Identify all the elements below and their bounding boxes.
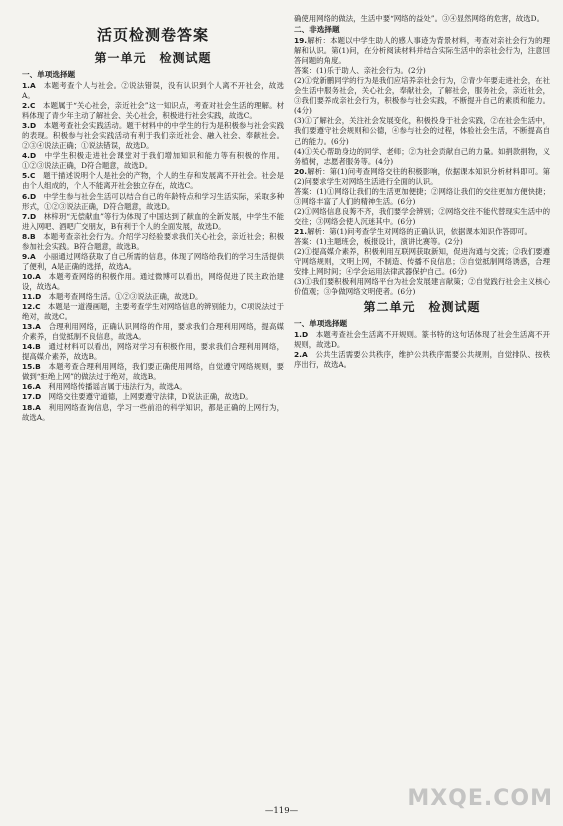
right-item bbox=[294, 330, 550, 350]
section-heading-3: 一、单项选择题 bbox=[294, 319, 348, 329]
left-item bbox=[22, 121, 284, 151]
answer-number: 13.A bbox=[22, 322, 41, 332]
continued-text: 确使用网络的做法，生活中要“网络的益处”。③④显然网络的危害，故选D。 bbox=[294, 14, 544, 23]
left-item bbox=[22, 171, 284, 191]
right-item bbox=[294, 350, 550, 370]
answer-text: 中学生积极走进社会课堂对于我们增加知识和能力等有积极的作用。①②③说法正确，D符合题意，故选D。 bbox=[22, 151, 284, 171]
answer-text: 题干描述说明个人是社会的产物，个人的生存和发展离不开社会。社会是由个人组成的，个人不能离开社会独立存在，故选C。 bbox=[22, 171, 284, 191]
main-title: 活页检测卷答案 bbox=[96, 26, 209, 44]
answer-number: 5.C bbox=[22, 171, 36, 181]
watermark-logo: MXQE.COM bbox=[407, 786, 553, 811]
left-item bbox=[22, 392, 284, 402]
left-item bbox=[22, 252, 284, 272]
answer-number: 2.A bbox=[294, 350, 308, 360]
answer-number: 17.D bbox=[22, 392, 42, 402]
q21-answers bbox=[294, 237, 550, 297]
answer-line: (3)①我们要积极利用网络平台为社会发展建言献策；②自觉践行社会主义核心价值观；③争做网络文明使者。(6分) bbox=[294, 277, 550, 297]
page-number: —119— bbox=[264, 806, 299, 816]
answer-line: 答案：(1)主题班会，板报设计，演讲比赛等。(2分) bbox=[294, 236, 463, 246]
answer-number: 1.A bbox=[22, 81, 36, 90]
answer-text: 林梓玥“无偿献血”等行为体现了中国达到了献血的全新发展，中学生不能进入网吧、酒吧广交朋友，B有利于个人的全面发展，故选D。 bbox=[22, 211, 284, 231]
answer-line: (2)①党新鹏同学的行为是我们应培养亲社会行为，②青少年要走进社会，在社会生活中服务社会，关心社会，奉献社会，了解社会，服务社会，亲近社会，③我们要养成亲社会行为，积极参与社会实践，不断提升自己的素质和能力。(4分) bbox=[294, 76, 550, 116]
answer-number: 18.A bbox=[22, 402, 41, 412]
answer-text: 本题考查个人与社会。②说法错误，没有认识到个人离不开社会，故选A。 bbox=[22, 81, 284, 101]
answer-number: 3.D bbox=[22, 121, 37, 131]
section-heading: 一、单项选择题 bbox=[22, 70, 76, 79]
right-answer-list bbox=[294, 330, 550, 370]
answer-text: 本题考查合理利用网络，我们要正确使用网络，自觉遵守网络规则，要做到“拒绝上网”的做法过于绝对，故选B。 bbox=[22, 362, 284, 382]
answer-number: 16.A bbox=[22, 382, 41, 392]
unit-one-title: 第一单元 检测试题 bbox=[94, 51, 212, 65]
unit-two-title: 第二单元 检测试题 bbox=[363, 300, 481, 315]
answer-number: 12.C bbox=[22, 302, 41, 312]
answer-text: 合理利用网络，正确认识网络的作用，要求我们合理利用网络，提高媒介素养，自觉抵制不良信息，故选A。 bbox=[22, 322, 284, 342]
answer-line: (2)①提高媒介素养，积极利用互联网获取新知，促进沟通与交流；②我们要遵守网络规则，文明上网，不制造、传播不良信息；③自觉抵制网络诱惑，合理安排上网时间；④学会运用法律武器保护自己。(6分) bbox=[294, 247, 550, 277]
answer-text: 网络交往要遵守道德，上网要遵守法律，D说法正确，故选D。 bbox=[48, 392, 253, 402]
left-item bbox=[22, 362, 284, 382]
q20-answers bbox=[294, 187, 550, 227]
answer-text: 本题考查网络的积极作用。通过微博可以看出，网络促进了民主政治建设，故选A。 bbox=[22, 271, 284, 291]
left-item bbox=[22, 403, 284, 423]
answer-text: 小丽通过网络获取了自己所需的信息，体现了网络给我们的学习生活提供了便利，A是正确的选择，故选A。 bbox=[22, 251, 284, 271]
q19-number: 19. bbox=[294, 36, 308, 46]
answer-line: (4)①关心帮助身边的同学、老师；②为社会贡献自己的力量。如捐款捐物，义务植树，志愿者服务等。(4分) bbox=[294, 146, 550, 166]
answer-text: 公共生活需要公共秩序，维护公共秩序需要公共规则，自觉排队、按秩序出行，故选A。 bbox=[294, 350, 550, 370]
answer-text: 通过材料可以看出，网络对学习有积极作用，要求我们合理利用网络，提高媒介素养，故选B。 bbox=[22, 342, 284, 362]
answer-text: 利用网络查询信息，学习一些前沿的科学知识，都是正确的上网行为，故选A。 bbox=[22, 402, 284, 422]
question-20 bbox=[294, 167, 550, 227]
answer-text: 本题是一道漫画题，主要考查学生对网络信息的辨别能力，C项说法过于绝对，故选C。 bbox=[22, 302, 284, 322]
left-item bbox=[22, 342, 284, 362]
answer-number: 14.B bbox=[22, 342, 41, 352]
q21-number: 21. bbox=[294, 226, 308, 236]
answer-number: 6.D bbox=[22, 191, 37, 201]
left-item bbox=[22, 151, 284, 171]
q19-answers bbox=[294, 66, 550, 166]
left-item bbox=[22, 302, 284, 322]
left-item bbox=[22, 101, 284, 121]
question-21 bbox=[294, 227, 550, 297]
q19-analysis: 解析：本题以中学生助人的感人事迹为背景材料，考查对亲社会行为的理解和认识。第(1)问，在分析阅读材料并结合实际生活中的亲社会行为，注意回答问题的角度。 bbox=[294, 36, 550, 66]
answer-line: 答案：(1)①网络让我们的生活更加便捷；②网络让我们的交往更加方便快捷；③网络丰富了人们的精神生活。(6分) bbox=[294, 186, 550, 206]
answer-line: (2)①网络信息良莠不齐，我们要学会辨别；②网络交往不能代替现实生活中的交往；③网络会使人沉迷其中。(6分) bbox=[294, 206, 550, 226]
answer-text: 本题考查亲社会行为。介绍学习经验要求我们关心社会，亲近社会；积极参加社会实践。B符合题意，故选B。 bbox=[22, 231, 284, 251]
answer-number: 11.D bbox=[22, 291, 42, 301]
left-item bbox=[22, 212, 284, 232]
left-item bbox=[22, 322, 284, 342]
answer-text: 本题属于“关心社会，亲近社会”这一知识点，考查对社会生活的理解。材料体现了青少年主动了解社会、关心社会，积极进行社会实践，故选C。 bbox=[22, 101, 284, 121]
answer-number: 10.A bbox=[22, 271, 41, 281]
left-column bbox=[22, 14, 284, 423]
q20-analysis: 解析：第(1)问考查网络交往的积极影响，依据课本知识分析材料即可。第(2)问要求学生对网络生活进行全面的认识。 bbox=[294, 166, 550, 186]
answer-line: 答案：(1)乐于助人、亲社会行为。(2分) bbox=[294, 66, 426, 76]
answer-number: 7.D bbox=[22, 211, 37, 221]
answer-number: 8.B bbox=[22, 231, 36, 241]
q20-number: 20. bbox=[294, 166, 308, 176]
answer-text: 利用网络传播谣言属于违法行为，故选A。 bbox=[48, 382, 187, 392]
answer-text: 本题考查社会生活离不开规则。篆书特的这句话体现了社会生活离不开规则，故选D。 bbox=[294, 330, 550, 350]
answer-text: 本题考查网络生活。①②③说法正确，故选D。 bbox=[48, 291, 203, 301]
answer-number: 1.D bbox=[294, 330, 309, 340]
answer-text: 中学生参与社会生活可以结合自己的年龄特点和学习生活实际，采取多种形式，①②③说法正确，D符合题意，故选D。 bbox=[22, 191, 284, 211]
left-item bbox=[22, 272, 284, 292]
answer-line: (3)①了解社会，关注社会发展变化，积极投身于社会实践，②在社会生活中，我们要遵守社会规则和公德，④参与社会的过程，体验社会生活，不断提高自己的能力。(6分) bbox=[294, 116, 550, 146]
left-answer-list bbox=[22, 81, 284, 423]
answer-number: 9.A bbox=[22, 251, 36, 261]
left-item bbox=[22, 292, 284, 302]
left-item bbox=[22, 81, 284, 101]
q21-analysis: 解析：第(1)问考查学生对网络的正确认识，依据课本知识作答即可。 bbox=[307, 226, 532, 236]
left-item bbox=[22, 382, 284, 392]
answer-number: 15.B bbox=[22, 362, 41, 372]
question-19 bbox=[294, 36, 550, 167]
answer-number: 2.C bbox=[22, 101, 36, 111]
answer-number: 4.D bbox=[22, 151, 37, 161]
left-item bbox=[22, 192, 284, 212]
right-column bbox=[294, 14, 550, 370]
answer-text: 本题考查社会实践活动。题干材料中的中学生的行为是积极参与社会实践的表现。积极参与社会实践活动有利于我们亲近社会、融入社会、奉献社会。②③④说法正确；①说法错误，故选D。 bbox=[22, 121, 284, 151]
left-item bbox=[22, 232, 284, 252]
section-heading-2: 二、非选择题 bbox=[294, 25, 340, 35]
